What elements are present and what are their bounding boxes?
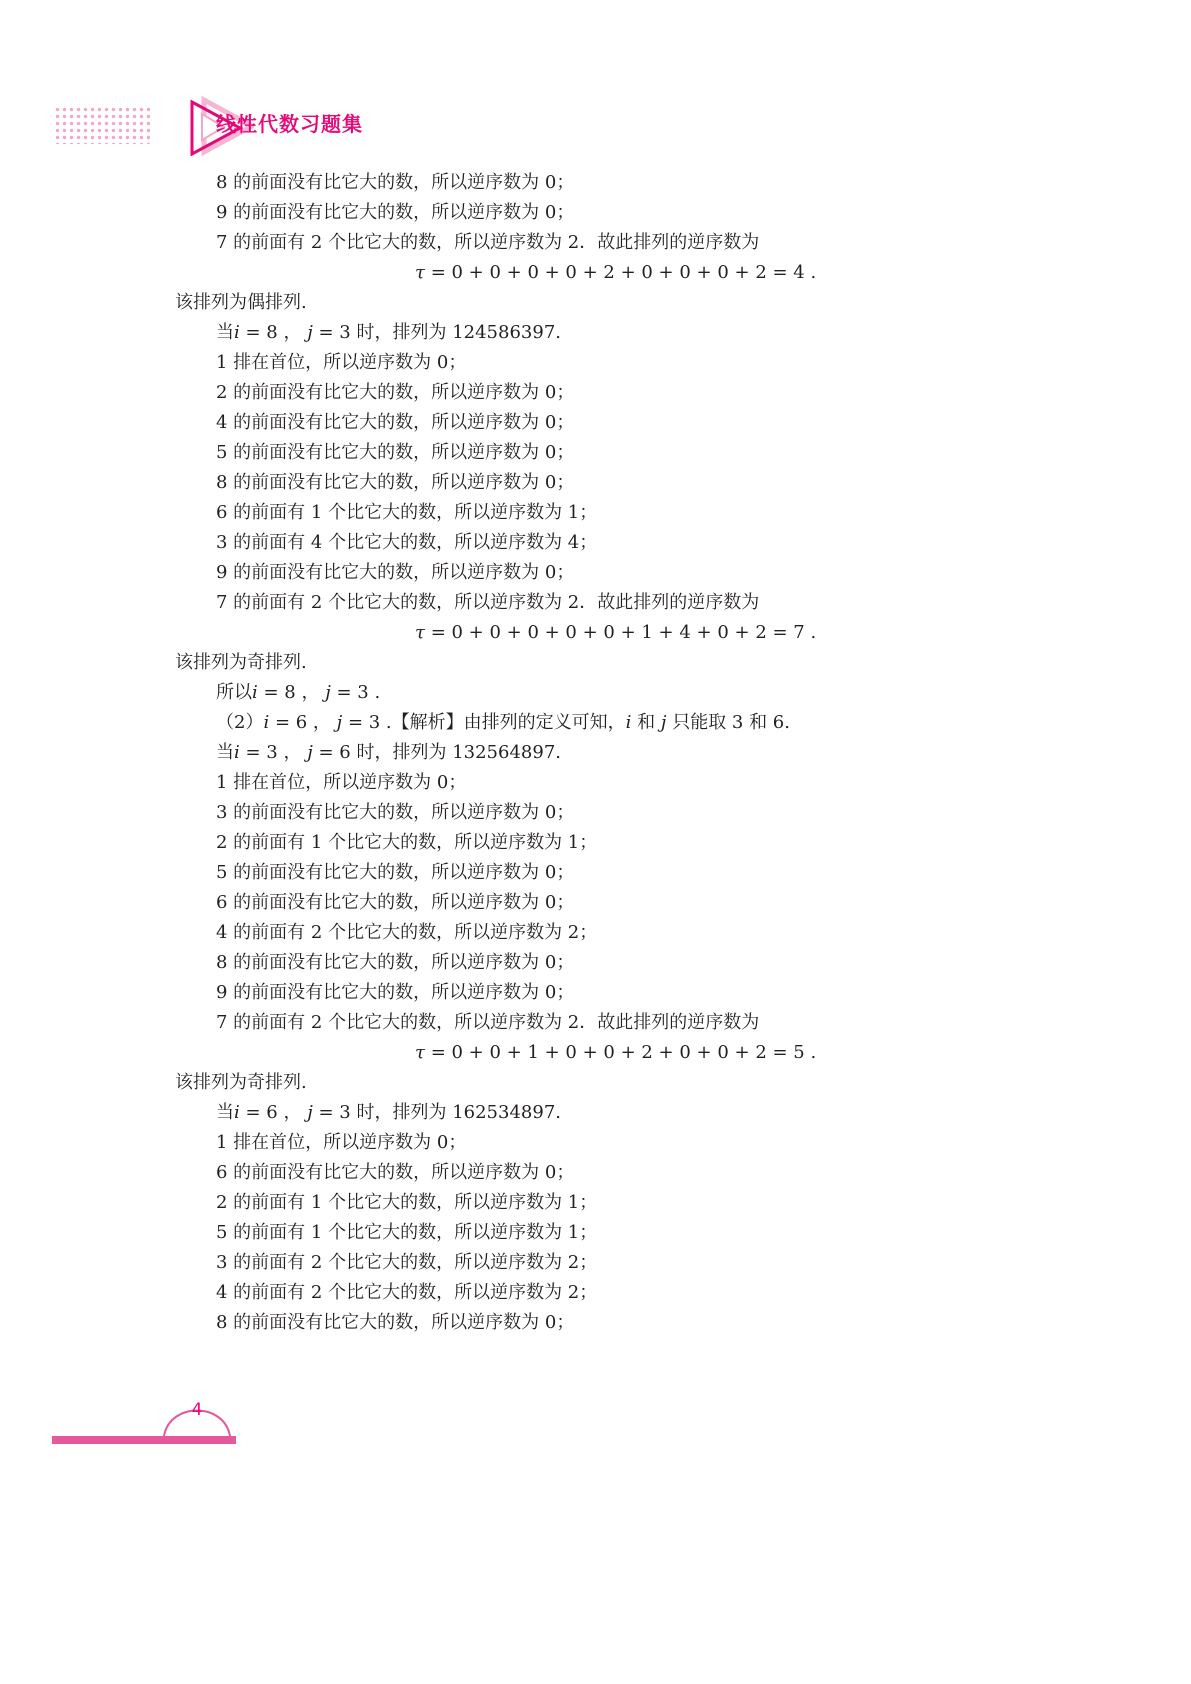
text-run: 当 xyxy=(216,322,234,343)
text-line xyxy=(175,648,307,678)
text-line xyxy=(216,588,759,618)
text-line xyxy=(175,288,307,318)
text-run: 1 排在首位，所以逆序数为 0； xyxy=(216,352,467,373)
text-run: = 8 ， xyxy=(239,322,308,343)
text-run: 9 的前面没有比它大的数，所以逆序数为 0； xyxy=(216,982,575,1003)
text-line xyxy=(175,1068,307,1098)
text-line xyxy=(216,1248,597,1278)
text-line xyxy=(216,678,380,708)
text-run: 当 xyxy=(216,742,234,763)
text-run: = 3 .【解析】由排列的定义可知， xyxy=(342,712,626,733)
text-run: 该排列为奇排列. xyxy=(175,1072,307,1093)
text-run: 7 的前面有 2 个比它大的数，所以逆序数为 2．故此排列的逆序数为 xyxy=(216,232,760,253)
text-line xyxy=(216,768,466,798)
text-run: 9 的前面没有比它大的数，所以逆序数为 0； xyxy=(216,202,575,223)
text-run: 4 的前面有 2 个比它大的数，所以逆序数为 2； xyxy=(216,1282,598,1303)
text-line xyxy=(216,1098,561,1128)
text-line xyxy=(216,798,574,828)
text-run: 6 的前面没有比它大的数，所以逆序数为 0； xyxy=(216,1162,575,1183)
text-run: = 6 ， xyxy=(269,712,337,733)
equation-line xyxy=(415,1038,816,1068)
math-variable: τ xyxy=(415,262,425,283)
text-run: 所以 xyxy=(216,682,252,703)
math-variable: j xyxy=(307,1102,313,1123)
text-run: 2 的前面没有比它大的数，所以逆序数为 0； xyxy=(216,382,575,403)
text-line xyxy=(216,888,574,918)
text-line xyxy=(216,1218,597,1248)
text-line xyxy=(216,468,574,498)
text-line xyxy=(216,948,574,978)
math-variable: i xyxy=(252,682,258,703)
text-run: 3 的前面有 4 个比它大的数，所以逆序数为 4； xyxy=(216,532,598,553)
text-line xyxy=(216,708,790,738)
text-line xyxy=(216,498,597,528)
text-line xyxy=(216,1308,574,1338)
footer-bar xyxy=(52,1436,236,1444)
text-run: 5 的前面没有比它大的数，所以逆序数为 0； xyxy=(216,442,575,463)
text-run: 1 排在首位，所以逆序数为 0； xyxy=(216,772,467,793)
book-title: 线性代数习题集 xyxy=(216,112,363,136)
text-line xyxy=(216,1278,597,1308)
text-run: = 0 + 0 + 0 + 0 + 2 + 0 + 0 + 0 + 2 = 4 . xyxy=(424,262,817,283)
text-run: = 3 时，排列为 124586397. xyxy=(312,322,561,343)
text-line xyxy=(216,738,561,768)
text-run: 1 排在首位，所以逆序数为 0； xyxy=(216,1132,467,1153)
text-run: = 0 + 0 + 1 + 0 + 0 + 2 + 0 + 0 + 2 = 5 . xyxy=(424,1042,817,1063)
math-variable: j xyxy=(336,712,343,733)
text-run: 3 的前面没有比它大的数，所以逆序数为 0； xyxy=(216,802,575,823)
text-run: 当 xyxy=(216,1102,234,1123)
text-line xyxy=(216,1128,466,1158)
text-run: 4 的前面没有比它大的数，所以逆序数为 0； xyxy=(216,412,575,433)
text-run: 3 的前面有 2 个比它大的数，所以逆序数为 2； xyxy=(216,1252,598,1273)
equation-line xyxy=(415,258,816,288)
text-line xyxy=(216,828,597,858)
text-run: 8 的前面没有比它大的数，所以逆序数为 0； xyxy=(216,472,575,493)
text-line xyxy=(216,1008,759,1038)
equation-line xyxy=(415,618,816,648)
text-run: = 3 ， xyxy=(239,742,308,763)
math-variable: i xyxy=(234,742,240,763)
text-run: （2） xyxy=(216,712,264,733)
text-run: 8 的前面没有比它大的数，所以逆序数为 0； xyxy=(216,172,575,193)
dot-pattern-decoration xyxy=(54,106,150,144)
text-line xyxy=(216,858,574,888)
text-run: = 0 + 0 + 0 + 0 + 0 + 1 + 4 + 0 + 2 = 7 . xyxy=(424,622,817,643)
text-run: = 6 时，排列为 132564897. xyxy=(312,742,561,763)
math-variable: j xyxy=(325,682,331,703)
text-run: 9 的前面没有比它大的数，所以逆序数为 0； xyxy=(216,562,575,583)
math-variable: i xyxy=(234,322,240,343)
text-line xyxy=(216,198,574,228)
text-line xyxy=(216,978,574,1008)
text-run: 该排列为偶排列. xyxy=(175,292,307,313)
text-run: 6 的前面没有比它大的数，所以逆序数为 0； xyxy=(216,892,575,913)
math-variable: i xyxy=(263,712,270,733)
text-run: 7 的前面有 2 个比它大的数，所以逆序数为 2．故此排列的逆序数为 xyxy=(216,1012,760,1033)
page-number: 4 xyxy=(191,1400,203,1420)
text-run: 8 的前面没有比它大的数，所以逆序数为 0； xyxy=(216,1312,575,1333)
text-line xyxy=(216,1158,574,1188)
text-run: 4 的前面有 2 个比它大的数，所以逆序数为 2； xyxy=(216,922,598,943)
text-line xyxy=(216,228,759,258)
text-line xyxy=(216,168,574,198)
math-variable: j xyxy=(660,712,667,733)
text-line xyxy=(216,918,597,948)
text-run: 5 的前面有 1 个比它大的数，所以逆序数为 1； xyxy=(216,1222,598,1243)
page-footer xyxy=(52,1392,238,1444)
math-variable: i xyxy=(625,712,632,733)
text-run: 8 的前面没有比它大的数，所以逆序数为 0； xyxy=(216,952,575,973)
text-line xyxy=(216,528,597,558)
text-line xyxy=(216,378,574,408)
math-variable: i xyxy=(234,1102,240,1123)
math-variable: j xyxy=(307,742,313,763)
math-variable: τ xyxy=(415,1042,425,1063)
text-run: 7 的前面有 2 个比它大的数，所以逆序数为 2．故此排列的逆序数为 xyxy=(216,592,760,613)
text-run: 6 的前面有 1 个比它大的数，所以逆序数为 1； xyxy=(216,502,598,523)
text-run: = 8 ， xyxy=(257,682,326,703)
text-run: 2 的前面有 1 个比它大的数，所以逆序数为 1； xyxy=(216,1192,598,1213)
text-line xyxy=(216,558,574,588)
page-header xyxy=(54,96,454,156)
text-run: 2 的前面有 1 个比它大的数，所以逆序数为 1； xyxy=(216,832,598,853)
text-run: 该排列为奇排列. xyxy=(175,652,307,673)
text-run: 5 的前面没有比它大的数，所以逆序数为 0； xyxy=(216,862,575,883)
text-run: = 6 ， xyxy=(239,1102,308,1123)
math-variable: τ xyxy=(415,622,425,643)
text-line xyxy=(216,348,466,378)
text-run: = 3 时，排列为 162534897. xyxy=(312,1102,561,1123)
text-run: 和 xyxy=(631,712,661,733)
text-run: 只能取 3 和 6. xyxy=(666,712,790,733)
text-line xyxy=(216,318,561,348)
text-line xyxy=(216,438,574,468)
text-run: = 3 . xyxy=(330,682,381,703)
text-line xyxy=(216,408,574,438)
math-variable: j xyxy=(307,322,313,343)
text-line xyxy=(216,1188,597,1218)
